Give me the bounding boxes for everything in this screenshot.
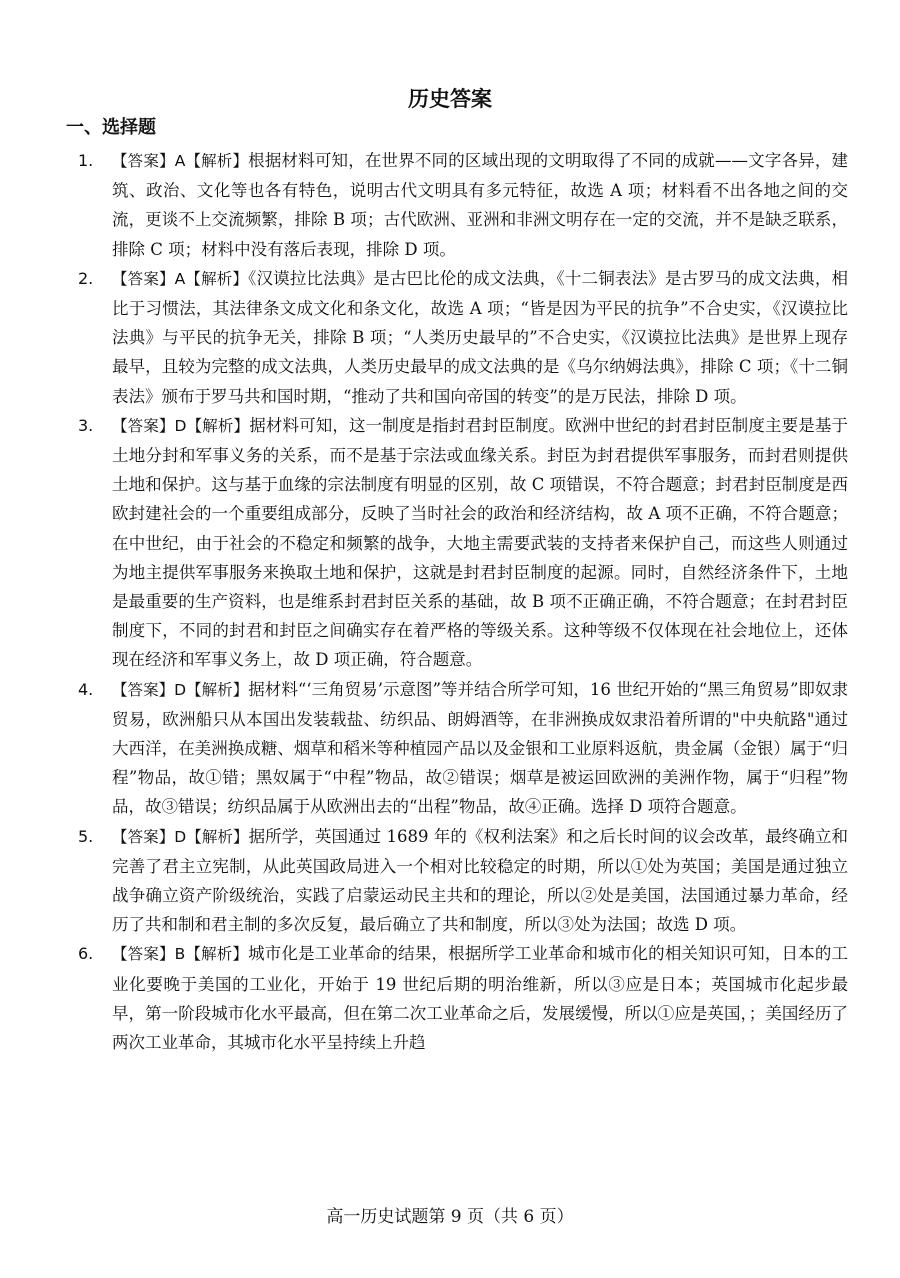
answer-tag: 【答案】D【解析】 (112, 827, 249, 846)
item-number: 5. (78, 826, 94, 846)
explanation-text: 据材料可知，这一制度是指封君封臣制度。欧洲中世纪的封君封臣制度主要是基于土地分封和军事义务的关系，而不是基于宗法或血缘关系。封臣为封君提供军事服务，而封君则提供土地和保护。这与基于血缘的宗法制度有明显的区别，故 C 项错误，不符合题意；封君封臣制度是西欧封建社会的一个重要组成部分，反映了当时社会的政治和经济结构，故 A 项不正确，不符合题意；在中世纪，由于社会的不稳定和频繁的战争，大地主需要武装的支持者来保护自己，而这些人则通过为地主提供军事服务来换取土地和保护，这就是封君封臣制度的起源。同时，自然经济条件下，土地是最重要的生产资料，也是维系封君封臣关系的基础，故 B 项不正确正确，不符合题意；在封君封臣制度下，不同的封君和封臣之间确实存在着严格的等级关系。这种等级不仅体现在社会地位上，还体现在经济和军事义务上，故 D 项正确，符合题意。 (112, 415, 849, 670)
page-title: 历史答案 (408, 87, 492, 111)
item-number: 4. (78, 679, 94, 699)
answer-item-5 (78, 822, 848, 940)
answer-item-4 (78, 675, 848, 822)
answer-item-6 (78, 939, 848, 1057)
item-number: 3. (78, 415, 94, 435)
answer-tag: 【答案】A【解析】 (112, 152, 249, 170)
item-number: 6. (78, 944, 94, 964)
section-heading: 一、选择题 (66, 117, 156, 138)
answer-item-3 (78, 411, 848, 675)
answer-tag: 【答案】D【解析】 (112, 680, 249, 699)
explanation-text: 城市化是工业革命的结果，根据所学工业革命和城市化的相关知识可知，日本的工业化要晚于美国的工业化，开始于 19 世纪后期的明治维新，所以③应是日本；英国城市化起步最早，第一阶段城市化水平最高，但在第二次工业革命之后，发展缓慢，所以①应是英国，；美国经历了两次工业革命，其城市化水平呈持续上升趋 (112, 944, 848, 1053)
answer-tag: 【答案】D【解析】 (112, 416, 250, 435)
explanation-text: 《汉谟拉比法典》是古巴比伦的成文法典，《十二铜表法》是古罗马的成文法典，相比于习惯法，其法律条文成文化和条文化，故选 A 项；“皆是因为平民的抗争”不合史实，《汉谟拉比法典》与平民的抗争无关，排除 B 项；“人类历史最早的”不合史实，《汉谟拉比法典》是世界上现存最早，且较为完整的成文法典，人类历史最早的成文法典的是《乌尔纳姆法典》，排除 C 项；《十二铜表法》颁布于罗马共和国时期，“推动了共和国向帝国的转变”的是万民法，排除 D 项。 (112, 268, 849, 406)
explanation-text: 据材料“‘三角贸易’示意图”等并结合所学可知，16 世纪开始的“黑三角贸易”即奴隶贸易，欧洲船只从本国出发装载盐、纺织品、朗姆酒等，在非洲换成奴隶沿着所谓的"中央航路"通过大西洋，在美洲换成糖、烟草和稻米等种植园产品以及金银和工业原料返航，贵金属（金银）属于“归程”物品，故①错；黑奴属于“中程”物品，故②错误；烟草是被运回欧洲的美洲作物，属于“归程”物品，故③错误；纺织品属于从欧洲出去的“出程”物品，故④正确。选择 D 项符合题意。 (112, 679, 848, 817)
explanation-text: 根据材料可知，在世界不同的区域出现的文明取得了不同的成就——文字各异，建筑、政治、文化等也各有特色，说明古代文明具有多元特征，故选 A 项；材料看不出各地之间的交流，更谈不上交流频繁，排除 B 项；古代欧洲、亚洲和非洲文明存在一定的交流，并不是缺乏联系，排除 C 项；材料中没有落后表现，排除 D 项。 (112, 151, 848, 259)
answer-item-1 (78, 146, 848, 264)
answer-item-2 (78, 264, 848, 411)
item-number: 2. (78, 268, 94, 288)
page-footer: 高一历史试题第 9 页（共 6 页） (326, 1207, 574, 1227)
answer-list (78, 146, 848, 1057)
explanation-text: 据所学，英国通过 1689 年的《权利法案》和之后长时间的议会改革，最终确立和完善了君主立宪制，从此英国政局进入一个相对比较稳定的时期，所以①处为英国；美国是通过独立战争确立资产阶级统治，实践了启蒙运动民主共和的理论，所以②处是美国，法国通过暴力革命，经历了共和制和君主制的多次反复，最后确立了共和制度，所以③处为法国；故选 D 项。 (112, 826, 849, 935)
item-number: 1. (78, 151, 94, 170)
answer-tag: 【答案】B【解析】 (112, 945, 249, 964)
answer-tag: 【答案】A【解析】 (112, 269, 249, 288)
